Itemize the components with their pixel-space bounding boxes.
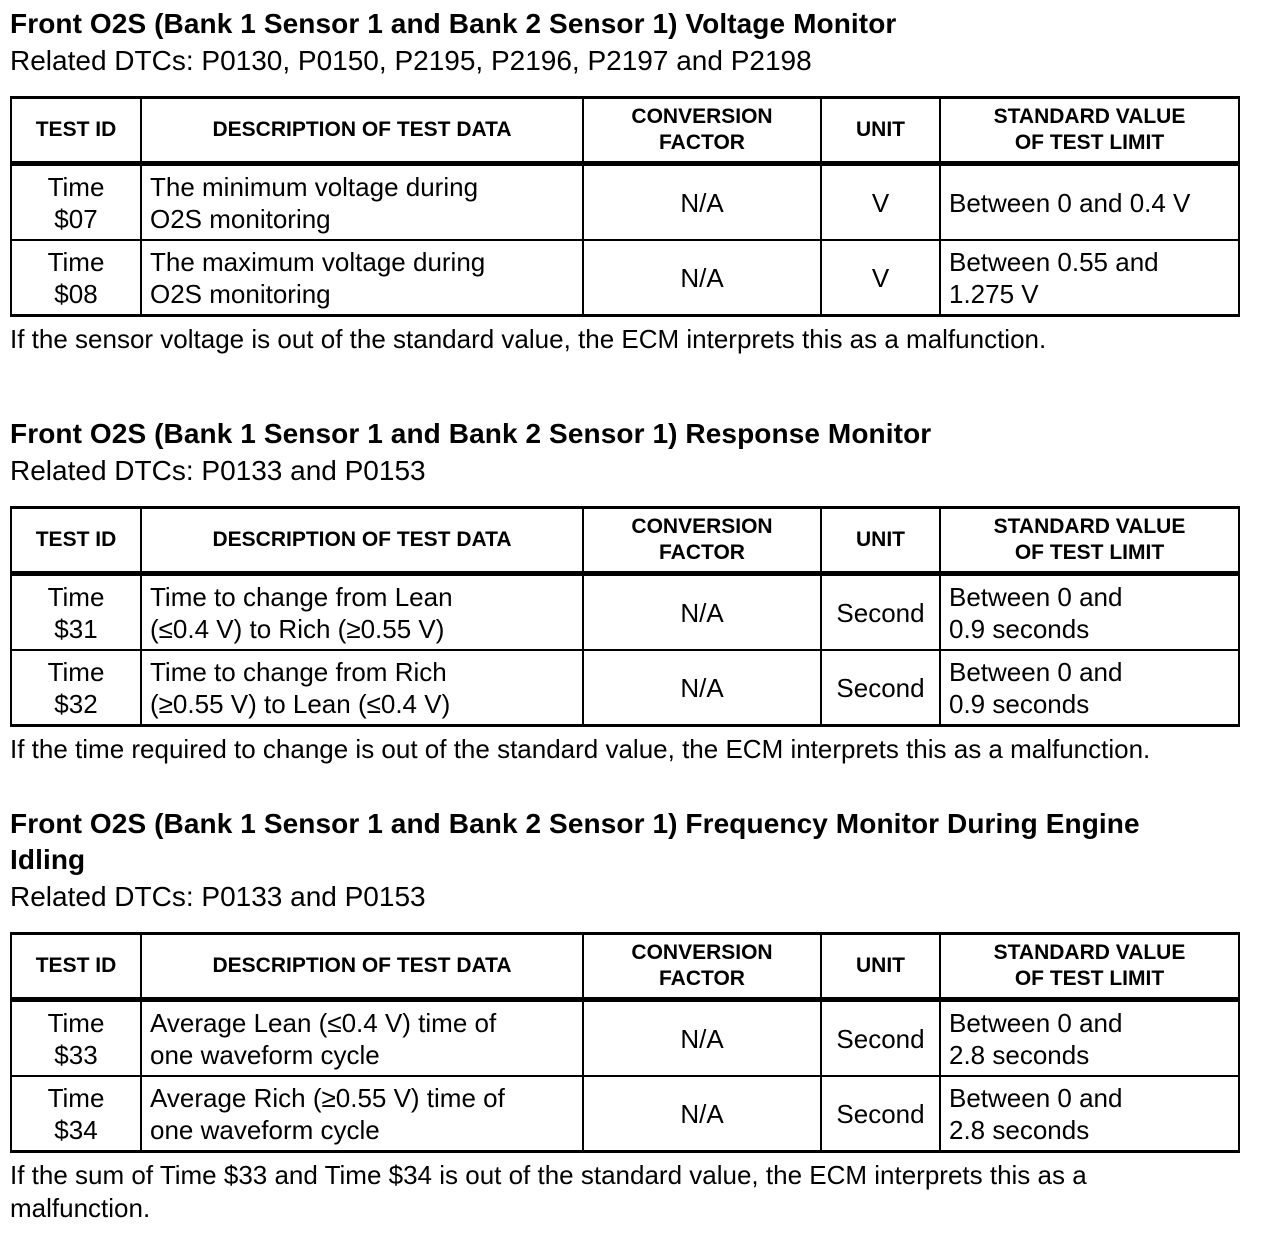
frequency-monitor-section (10, 806, 1240, 1225)
test-id-code: $07 (54, 203, 98, 234)
unit-cell: Second (821, 650, 940, 726)
header-conversion-line2: FACTOR (659, 541, 745, 564)
header-test-id: TEST ID (11, 508, 141, 574)
header-standard-value (940, 98, 1239, 164)
test-id-label: Time (47, 656, 105, 687)
header-standard-line1: STANDARD VALUE (993, 515, 1186, 538)
unit-cell: Second (821, 1076, 940, 1152)
conversion-factor-cell: N/A (583, 574, 821, 651)
test-id-code: $33 (54, 1039, 98, 1070)
related-dtcs: Related DTCs: P0133 and P0153 (10, 455, 426, 486)
test-id-code: $08 (54, 278, 98, 309)
description-line2: (≤0.4 V) to Rich (≥0.55 V) (150, 613, 445, 644)
related-dtcs: Related DTCs: P0130, P0150, P2195, P2196, P2197 and P2198 (10, 45, 812, 76)
header-test-id: TEST ID (11, 98, 141, 164)
section-title: Front O2S (Bank 1 Sensor 1 and Bank 2 Sensor 1) Frequency Monitor During Engine Idling (10, 808, 1140, 875)
voltage-monitor-section (10, 6, 1240, 356)
description-line1: Average Rich (≥0.55 V) time of (150, 1082, 505, 1113)
conversion-factor-cell: N/A (583, 1076, 821, 1152)
test-id-label: Time (47, 581, 105, 612)
description-cell (141, 650, 583, 726)
test-id-label: Time (47, 246, 105, 277)
description-line2: (≥0.55 V) to Lean (≤0.4 V) (150, 688, 451, 719)
description-line1: Average Lean (≤0.4 V) time of (150, 1007, 497, 1038)
conversion-factor-cell: N/A (583, 164, 821, 241)
table-header-row (11, 508, 1239, 574)
header-conversion-factor (583, 98, 821, 164)
table-row (11, 164, 1239, 241)
test-data-table (10, 506, 1240, 727)
test-id-label: Time (47, 1082, 105, 1113)
header-description: DESCRIPTION OF TEST DATA (141, 508, 583, 574)
standard-value-line2: 2.8 seconds (949, 1114, 1090, 1145)
related-dtcs: Related DTCs: P0133 and P0153 (10, 881, 426, 912)
description-cell (141, 1000, 583, 1077)
standard-value-cell (940, 164, 1239, 241)
standard-value-line1: Between 0.55 and (949, 246, 1159, 277)
header-standard-line2: OF TEST LIMIT (1014, 541, 1165, 564)
header-conversion-line1: CONVERSION (631, 105, 773, 128)
standard-value-cell (940, 1000, 1239, 1077)
header-standard-line2: OF TEST LIMIT (1014, 131, 1165, 154)
test-data-table (10, 932, 1240, 1153)
standard-value-line2: 0.9 seconds (949, 688, 1090, 719)
description-line1: Time to change from Rich (150, 656, 447, 687)
standard-value-line1: Between 0 and (949, 1007, 1123, 1038)
description-line2: one waveform cycle (150, 1039, 380, 1070)
description-cell (141, 240, 583, 316)
description-line2: one waveform cycle (150, 1114, 380, 1145)
malfunction-note: If the sensor voltage is out of the standard value, the ECM interprets this as a malfunction. (10, 324, 1047, 354)
test-id-code: $31 (54, 613, 98, 644)
header-unit: UNIT (821, 934, 940, 1000)
standard-value-cell (940, 240, 1239, 316)
unit-cell: Second (821, 574, 940, 651)
conversion-factor-cell: N/A (583, 650, 821, 726)
table-row (11, 1000, 1239, 1077)
table-row (11, 650, 1239, 726)
test-id-code: $34 (54, 1114, 98, 1145)
standard-value-line2: 0.9 seconds (949, 613, 1090, 644)
description-cell (141, 1076, 583, 1152)
test-id-label: Time (47, 1007, 105, 1038)
test-id-cell (11, 650, 141, 726)
table-header-row (11, 98, 1239, 164)
malfunction-note: If the time required to change is out of the standard value, the ECM interprets this as a malfunction. (10, 734, 1151, 764)
standard-value-cell (940, 650, 1239, 726)
standard-value-line1: Between 0 and (949, 581, 1123, 612)
unit-cell: V (821, 164, 940, 241)
test-data-table (10, 96, 1240, 317)
standard-value-line1: Between 0 and 0.4 V (949, 187, 1191, 218)
test-id-cell (11, 164, 141, 241)
header-conversion-line2: FACTOR (659, 967, 745, 990)
test-id-code: $32 (54, 688, 98, 719)
standard-value-line1: Between 0 and (949, 656, 1123, 687)
header-unit: UNIT (821, 508, 940, 574)
description-line1: The minimum voltage during (150, 171, 479, 202)
header-conversion-line1: CONVERSION (631, 515, 773, 538)
header-description: DESCRIPTION OF TEST DATA (141, 98, 583, 164)
malfunction-note: If the sum of Time $33 and Time $34 is out of the standard value, the ECM interprets this as a malfunction. (10, 1160, 1087, 1223)
table-row (11, 1076, 1239, 1152)
description-line2: O2S monitoring (150, 278, 331, 309)
response-monitor-section (10, 416, 1240, 766)
header-standard-line1: STANDARD VALUE (993, 105, 1186, 128)
header-test-id: TEST ID (11, 934, 141, 1000)
test-id-label: Time (47, 171, 105, 202)
header-conversion-line1: CONVERSION (631, 941, 773, 964)
section-title: Front O2S (Bank 1 Sensor 1 and Bank 2 Sensor 1) Voltage Monitor (10, 8, 897, 39)
standard-value-cell (940, 574, 1239, 651)
header-conversion-factor (583, 508, 821, 574)
standard-value-line2: 1.275 V (949, 278, 1039, 309)
header-standard-line2: OF TEST LIMIT (1014, 967, 1165, 990)
header-standard-line1: STANDARD VALUE (993, 941, 1186, 964)
section-title: Front O2S (Bank 1 Sensor 1 and Bank 2 Sensor 1) Response Monitor (10, 418, 932, 449)
test-id-cell (11, 1000, 141, 1077)
standard-value-line1: Between 0 and (949, 1082, 1123, 1113)
table-row (11, 240, 1239, 316)
table-row (11, 574, 1239, 651)
standard-value-line2: 2.8 seconds (949, 1039, 1090, 1070)
unit-cell: Second (821, 1000, 940, 1077)
header-conversion-line2: FACTOR (659, 131, 745, 154)
header-unit: UNIT (821, 98, 940, 164)
unit-cell: V (821, 240, 940, 316)
table-header-row (11, 934, 1239, 1000)
test-id-cell (11, 1076, 141, 1152)
description-line1: Time to change from Lean (150, 581, 453, 612)
standard-value-cell (940, 1076, 1239, 1152)
description-cell (141, 574, 583, 651)
conversion-factor-cell: N/A (583, 240, 821, 316)
description-line1: The maximum voltage during (150, 246, 486, 277)
header-description: DESCRIPTION OF TEST DATA (141, 934, 583, 1000)
description-cell (141, 164, 583, 241)
conversion-factor-cell: N/A (583, 1000, 821, 1077)
header-conversion-factor (583, 934, 821, 1000)
test-id-cell (11, 574, 141, 651)
test-id-cell (11, 240, 141, 316)
description-line2: O2S monitoring (150, 203, 331, 234)
header-standard-value (940, 508, 1239, 574)
header-standard-value (940, 934, 1239, 1000)
